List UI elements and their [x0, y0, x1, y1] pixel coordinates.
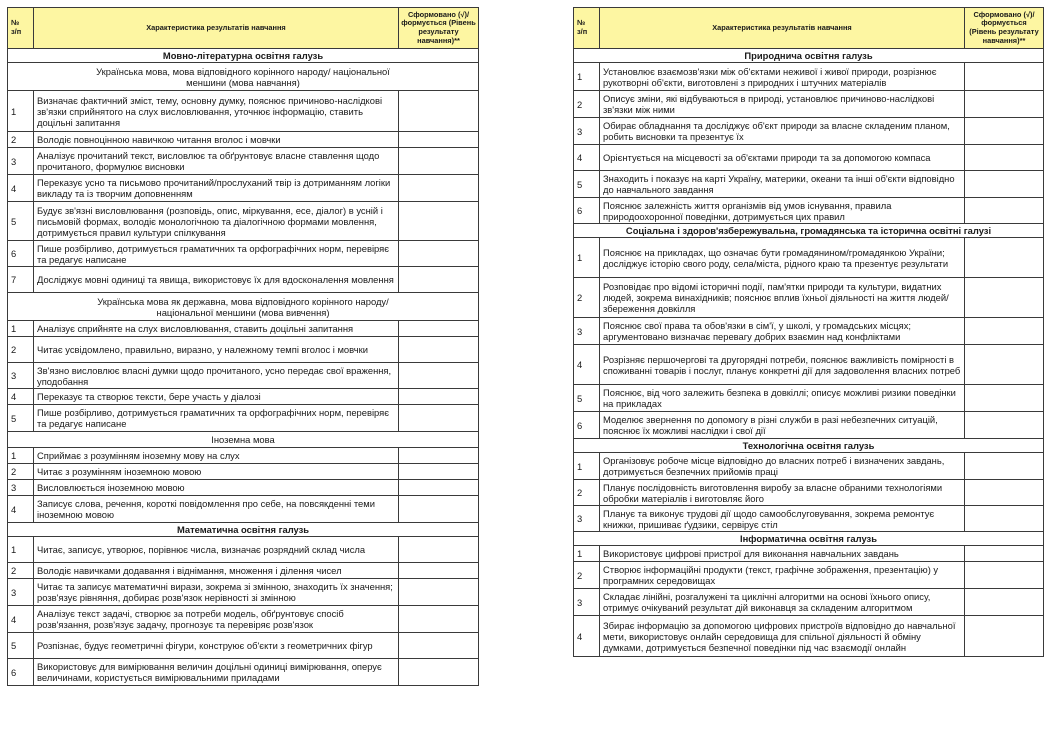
row-number: 1 [8, 91, 34, 132]
table-row [8, 175, 479, 202]
result-description: Висловлюється іноземною мовою [34, 480, 399, 496]
status-cell[interactable] [399, 202, 479, 241]
row-number: 3 [574, 318, 600, 345]
status-cell[interactable] [965, 616, 1044, 657]
row-number: 1 [8, 321, 34, 337]
table-row [574, 91, 1044, 118]
result-description: Установлює взаємозв'язки між об'єктами неживої і живої природи, розрізнює рукотворні об'єкти, виготовлені з природних і штучних матеріалів [600, 63, 965, 91]
result-description: Обирає обладнання та досліджує об'єкт природи за власне складеним планом, робить висновки та презентує їх [600, 118, 965, 145]
column-header-number: № з/п [8, 8, 34, 49]
status-cell[interactable] [965, 480, 1044, 506]
row-number: 3 [8, 579, 34, 606]
row-number: 2 [574, 91, 600, 118]
row-number: 2 [8, 464, 34, 480]
result-description: Використовує цифрові пристрої для виконання навчальних завдань [600, 546, 965, 562]
section-title: Соціальна і здоров'язбережувальна, громадянська та історична освітні галузі [574, 224, 1044, 238]
subsection-header-row [8, 63, 479, 91]
result-description: Пояснює на прикладах, що означає бути громадянином/громадянкою України; досліджує історію свого роду, села/міста, рідного краю та презентує результати [600, 238, 965, 278]
result-description: Аналізує сприйняте на слух висловлювання, ставить доцільні запитання [34, 321, 399, 337]
result-description: Пише розбірливо, дотримується граматичних та орфографічних норм, перевіряє та редагує написане [34, 405, 399, 432]
table-body [8, 49, 479, 686]
table-row [574, 385, 1044, 412]
table-row [574, 589, 1044, 616]
status-cell[interactable] [399, 480, 479, 496]
table-row [574, 238, 1044, 278]
status-cell[interactable] [399, 606, 479, 633]
result-description: Читає з розумінням іноземною мовою [34, 464, 399, 480]
row-number: 5 [574, 385, 600, 412]
result-description: Описує зміни, які відбуваються в природі, установлює причиново-наслідкові зв'язки між ними [600, 91, 965, 118]
table-header-row [574, 8, 1044, 49]
status-cell[interactable] [965, 412, 1044, 439]
table-row [574, 480, 1044, 506]
row-number: 2 [574, 562, 600, 589]
row-number: 4 [8, 606, 34, 633]
row-number: 3 [8, 480, 34, 496]
row-number: 4 [574, 145, 600, 171]
status-cell[interactable] [399, 91, 479, 132]
status-cell[interactable] [965, 589, 1044, 616]
table-row [8, 464, 479, 480]
result-description: Аналізує текст задачі, створює за потреби модель, обґрунтовує спосіб розв'язання, розв'язує задачу, прогнозує та перевіряє розв'язок [34, 606, 399, 633]
row-number: 3 [574, 506, 600, 532]
table-row [8, 537, 479, 563]
row-number: 1 [8, 537, 34, 563]
result-description: Розпізнає, будує геометричні фігури, конструює об'єкти з геометричних фігур [34, 633, 399, 659]
table-row [8, 202, 479, 241]
table-row [8, 579, 479, 606]
table-row [574, 616, 1044, 657]
result-description: Планує послідовність виготовлення виробу за власне обраними технологіями обробки матеріалів і виготовляє його [600, 480, 965, 506]
result-description: Орієнтується на місцевості за об'єктами природи та за допомогою компаса [600, 145, 965, 171]
row-number: 1 [574, 63, 600, 91]
status-cell[interactable] [965, 562, 1044, 589]
table-row [8, 389, 479, 405]
result-description: Знаходить і показує на карті Україну, материки, океани та інші об'єкти відповідно до навчального завдання [600, 171, 965, 198]
status-cell[interactable] [399, 464, 479, 480]
status-cell[interactable] [965, 238, 1044, 278]
subsection-header-row [8, 432, 479, 448]
results-table-right [573, 7, 1044, 657]
result-description: Переказує та створює тексти, бере участь у діалозі [34, 389, 399, 405]
status-cell[interactable] [399, 448, 479, 464]
table-row [8, 480, 479, 496]
table-row [8, 148, 479, 175]
result-description: Розрізняє першочергові та другорядні потреби, пояснює важливість помірності в споживанні товарів і послуг, планує конкретні дії для задоволення власних потреб [600, 345, 965, 385]
status-cell[interactable] [399, 337, 479, 363]
subsection-title: Іноземна мова [8, 432, 479, 448]
table-row [574, 63, 1044, 91]
table-row [8, 633, 479, 659]
result-description: Організовує робоче місце відповідно до власних потреб і визначених завдань, дотримується безпечних прийомів праці [600, 453, 965, 480]
table-row [8, 363, 479, 389]
row-number: 2 [8, 337, 34, 363]
status-cell[interactable] [399, 389, 479, 405]
status-cell[interactable] [399, 579, 479, 606]
status-cell[interactable] [399, 148, 479, 175]
status-cell[interactable] [399, 321, 479, 337]
table-row [574, 318, 1044, 345]
row-number: 6 [574, 412, 600, 439]
result-description: Читає, записує, утворює, порівнює числа, визначає розрядний склад числа [34, 537, 399, 563]
status-cell[interactable] [965, 118, 1044, 145]
status-cell[interactable] [965, 506, 1044, 532]
table-row [574, 412, 1044, 439]
table-row [574, 145, 1044, 171]
section-header-row [8, 49, 479, 63]
result-description: Читає та записує математичні вирази, зокрема зі змінною, знаходить їх значення; розв'язує рівняння, добирає розв'язок нерівності зі змінною [34, 579, 399, 606]
section-header-row [8, 523, 479, 537]
row-number: 4 [574, 616, 600, 657]
section-title: Технологічна освітня галузь [574, 439, 1044, 453]
table-row [574, 345, 1044, 385]
result-description: Збирає інформацію за допомогою цифрових пристроїв відповідно до навчальної мети, використовує онлайн середовища для спільної діяльності й обміну думками, дотримується безпечної поведінки під час взаємодії онлайн [600, 616, 965, 657]
result-description: Пояснює залежність життя організмів від умов існування, правила природоохоронної поведінки, дотримується цих правил [600, 198, 965, 224]
status-cell[interactable] [965, 453, 1044, 480]
row-number: 3 [8, 363, 34, 389]
table-row [8, 496, 479, 523]
column-header-status: Сформовано (√)/ формується (Рівень результату навчання)** [965, 8, 1044, 49]
table-row [8, 337, 479, 363]
result-description: Використовує для вимірювання величин доцільні одиниці вимірювання, оперує величинами, користується вимірювальними приладами [34, 659, 399, 686]
row-number: 1 [574, 546, 600, 562]
row-number: 1 [574, 238, 600, 278]
table-row [574, 562, 1044, 589]
table-row [8, 241, 479, 267]
result-description: Пише розбірливо, дотримується граматичних та орфографічних норм, перевіряє та редагує написане [34, 241, 399, 267]
table-row [574, 198, 1044, 224]
subsection-title: Українська мова як державна, мова відповідного корінного народу/ національної меншини (мова вивчення) [8, 293, 479, 321]
result-description: Сприймає з розумінням іноземну мову на слух [34, 448, 399, 464]
row-number: 2 [8, 563, 34, 579]
status-cell[interactable] [965, 385, 1044, 412]
row-number: 6 [8, 241, 34, 267]
status-cell[interactable] [399, 496, 479, 523]
table-row [8, 321, 479, 337]
table-row [8, 267, 479, 293]
column-header-status: Сформовано (√)/ формується (Рівень результату навчання)** [399, 8, 479, 49]
result-description: Пояснює, від чого залежить безпека в довкіллі; описує можливі ризики поведінки на прикладах [600, 385, 965, 412]
status-cell[interactable] [399, 267, 479, 293]
status-cell[interactable] [965, 171, 1044, 198]
table-row [8, 132, 479, 148]
result-description: Планує та виконує трудові дії щодо самообслуговування, зокрема ремонтує книжки, пришиває ґудзики, сервірує стіл [600, 506, 965, 532]
row-number: 4 [8, 389, 34, 405]
table-body [574, 49, 1044, 657]
status-cell[interactable] [965, 63, 1044, 91]
status-cell[interactable] [399, 175, 479, 202]
table-row [574, 171, 1044, 198]
result-description: Складає лінійні, розгалужені та циклічні алгоритми на основі їхнього опису, отримує очікуваний результат дій виконавця за складеним алгоритмом [600, 589, 965, 616]
section-header-row [574, 532, 1044, 546]
table-row [8, 563, 479, 579]
row-number: 2 [8, 132, 34, 148]
result-description: Визначає фактичний зміст, тему, основну думку, пояснює причиново-наслідкові зв'язки сприйнятого на слух висловлювання, уточнює інформацію, ставить доцільні запитання [34, 91, 399, 132]
row-number: 3 [8, 148, 34, 175]
section-title: Природнича освітня галузь [574, 49, 1044, 63]
table-row [574, 453, 1044, 480]
row-number: 7 [8, 267, 34, 293]
result-description: Переказує усно та письмово прочитаний/прослуханий твір із дотриманням логіки викладу та із творчим доповненням [34, 175, 399, 202]
status-cell[interactable] [965, 278, 1044, 318]
result-description: Будує зв'язні висловлювання (розповідь, опис, міркування, есе, діалог) в усній і письмовій формах, володіє монологічною та діалогічною формами мовлення, дотримується правил культури спілкування [34, 202, 399, 241]
result-description: Створює інформаційні продукти (текст, графічне зображення, презентацію) у програмних середовищах [600, 562, 965, 589]
status-cell[interactable] [399, 659, 479, 686]
row-number: 4 [8, 175, 34, 202]
result-description: Досліджує мовні одиниці та явища, використовує їх для вдосконалення мовлення [34, 267, 399, 293]
row-number: 6 [8, 659, 34, 686]
row-number: 4 [8, 496, 34, 523]
status-cell[interactable] [399, 405, 479, 432]
row-number: 3 [574, 118, 600, 145]
result-description: Володіє навичками додавання і віднімання, множення і ділення чисел [34, 563, 399, 579]
result-description: Зв'язно висловлює власні думки щодо прочитаного, усно передає свої враження, уподобання [34, 363, 399, 389]
status-cell[interactable] [399, 633, 479, 659]
table-row [574, 278, 1044, 318]
row-number: 3 [574, 589, 600, 616]
result-description: Записує слова, речення, короткі повідомлення про себе, на повсякденні теми іноземною мовою [34, 496, 399, 523]
result-description: Володіє повноцінною навичкою читання вголос і мовчки [34, 132, 399, 148]
result-description: Читає усвідомлено, правильно, виразно, у належному темпі вголос і мовчки [34, 337, 399, 363]
table-row [8, 448, 479, 464]
row-number: 6 [574, 198, 600, 224]
row-number: 1 [8, 448, 34, 464]
status-cell[interactable] [965, 145, 1044, 171]
table-row [8, 91, 479, 132]
row-number: 2 [574, 480, 600, 506]
column-header-characteristic: Характеристика результатів навчання [34, 8, 399, 49]
result-description: Розповідає про відомі історичні події, пам'ятки природи та культури, видатних людей, зокрема винахідників; пояснює вплив їхньої діяльності на життя людей/збереження довкілля [600, 278, 965, 318]
row-number: 5 [8, 405, 34, 432]
section-header-row [574, 224, 1044, 238]
status-cell[interactable] [965, 318, 1044, 345]
row-number: 1 [574, 453, 600, 480]
subsection-title: Українська мова, мова відповідного корінного народу/ національної меншини (мова навчання) [8, 63, 479, 91]
section-title: Математична освітня галузь [8, 523, 479, 537]
table-row [574, 506, 1044, 532]
subsection-header-row [8, 293, 479, 321]
row-number: 2 [574, 278, 600, 318]
table-row [574, 546, 1044, 562]
table-row [574, 118, 1044, 145]
column-header-number: № з/п [574, 8, 600, 49]
column-header-characteristic: Характеристика результатів навчання [600, 8, 965, 49]
results-table-left [7, 7, 479, 686]
result-description: Пояснює свої права та обов'язки в сім'ї, у школі, у громадських місцях; аргументовано визначає перевагу добрих взаємин над конфліктами [600, 318, 965, 345]
status-cell[interactable] [399, 563, 479, 579]
status-cell[interactable] [965, 91, 1044, 118]
status-cell[interactable] [965, 345, 1044, 385]
table-header-row [8, 8, 479, 49]
row-number: 4 [574, 345, 600, 385]
status-cell[interactable] [399, 537, 479, 563]
status-cell[interactable] [965, 198, 1044, 224]
status-cell[interactable] [399, 132, 479, 148]
section-title: Інформатична освітня галузь [574, 532, 1044, 546]
table-row [8, 405, 479, 432]
row-number: 5 [574, 171, 600, 198]
result-description: Аналізує прочитаний текст, висловлює та обґрунтовує власне ставлення щодо прочитаного, формулює висновки [34, 148, 399, 175]
result-description: Моделює звернення по допомогу в різні служби в разі небезпечних ситуацій, пояснює їх можливі наслідки і свої дії [600, 412, 965, 439]
section-header-row [574, 49, 1044, 63]
row-number: 5 [8, 202, 34, 241]
table-row [8, 606, 479, 633]
section-header-row [574, 439, 1044, 453]
table-row [8, 659, 479, 686]
status-cell[interactable] [399, 363, 479, 389]
status-cell[interactable] [965, 546, 1044, 562]
row-number: 5 [8, 633, 34, 659]
section-title: Мовно-літературна освітня галузь [8, 49, 479, 63]
status-cell[interactable] [399, 241, 479, 267]
